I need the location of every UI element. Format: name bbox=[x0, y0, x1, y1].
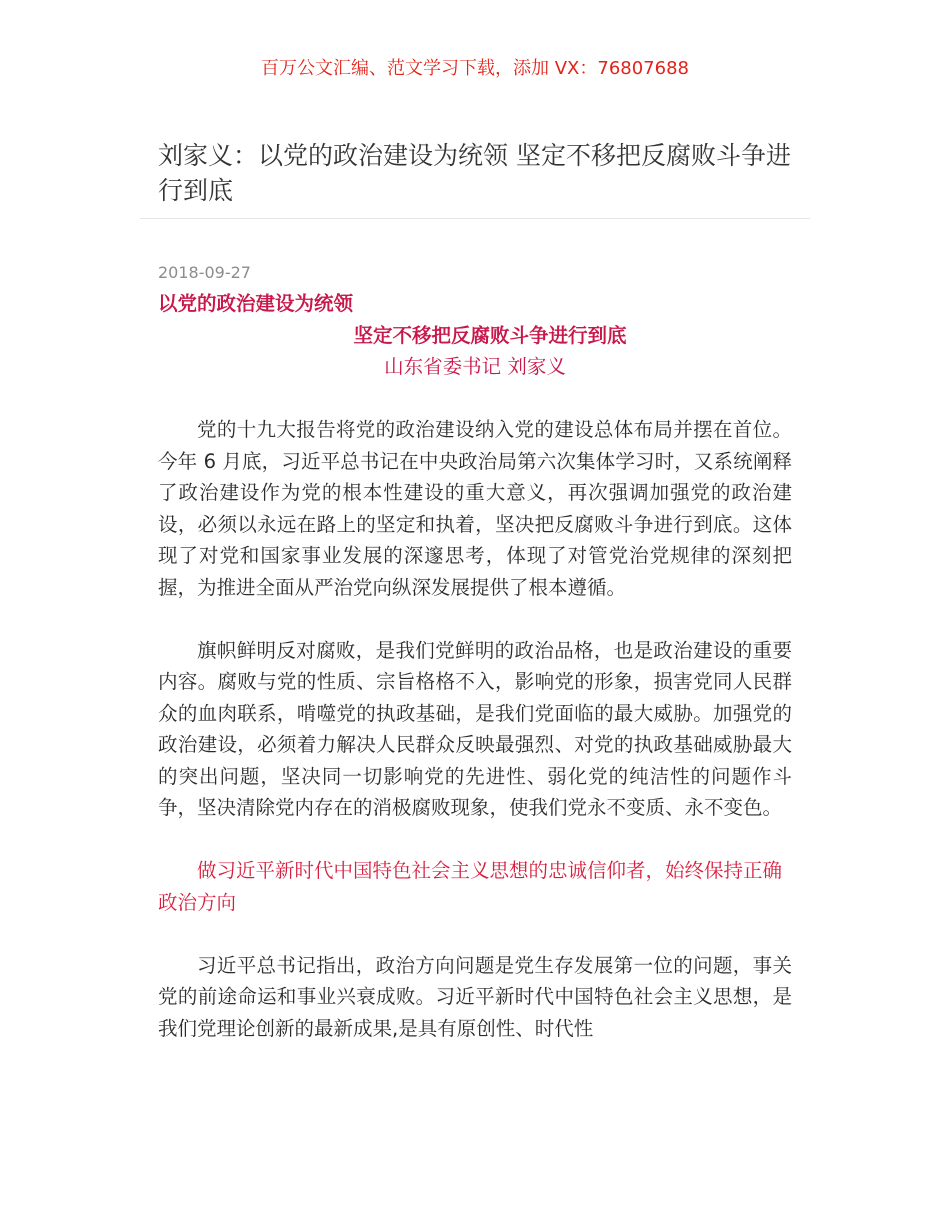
section-heading: 做习近平新时代中国特色社会主义思想的忠诚信仰者，始终保持正确政治方向 bbox=[158, 859, 783, 914]
paragraph-gap bbox=[158, 824, 792, 856]
article-title: 刘家义：以党的政治建设为统领 坚定不移把反腐败斗争进行到底 bbox=[158, 141, 791, 205]
body-paragraph: 习近平总书记指出，政治方向问题是党生存发展第一位的问题，事关党的前途命运和事业兴衰成败。习近平新时代中国特色社会主义思想，是我们党理论创新的最新成果,是具有原创性、时代性 bbox=[158, 953, 792, 1040]
article-author: 山东省委书记 刘家义 bbox=[384, 355, 566, 378]
publish-date: 2018-09-27 bbox=[158, 263, 251, 282]
article-subtitle-line1: 以党的政治建设为统领 bbox=[158, 292, 354, 315]
article-subtitle-line2: 坚定不移把反腐败斗争进行到底 bbox=[353, 323, 627, 347]
paragraph-gap bbox=[158, 383, 792, 415]
title-divider bbox=[140, 218, 810, 219]
paragraph-gap bbox=[158, 603, 792, 635]
promo-banner: 百万公文汇编、范文学习下载，添加 VX：76807688 bbox=[261, 58, 689, 79]
body-paragraph: 旗帜鲜明反对腐败，是我们党鲜明的政治品格，也是政治建设的重要内容。腐败与党的性质、宗旨格格不入，影响党的形象，损害党同人民群众的血肉联系，啃噬党的执政基础，是我们党面临的最大威胁。加强党的政治建设，必须着力解决人民群众反映最强烈、对党的执政基础威胁最大的突出问题，坚决同一切影响党的先进性、弱化党的纯洁性的问题作斗争，坚决清除党内存在的消极腐败现象，使我们党永不变质、永不变色。 bbox=[158, 638, 792, 819]
body-paragraph: 党的十九大报告将党的政治建设纳入党的建设总体布局并摆在首位。今年 6 月底，习近平总书记在中央政治局第六次集体学习时，又系统阐释了政治建设作为党的根本性建设的重大意义，再次强调加强党的政治建设，必须以永远在路上的坚定和执着，坚决把反腐败斗争进行到底。这体现了对党和国家事业发展的深邃思考，体现了对管党治党规律的深刻把握，为推进全面从严治党向纵深发展提供了根本遵循。 bbox=[158, 418, 792, 599]
paragraph-gap bbox=[158, 918, 792, 950]
article-body bbox=[158, 288, 792, 1044]
